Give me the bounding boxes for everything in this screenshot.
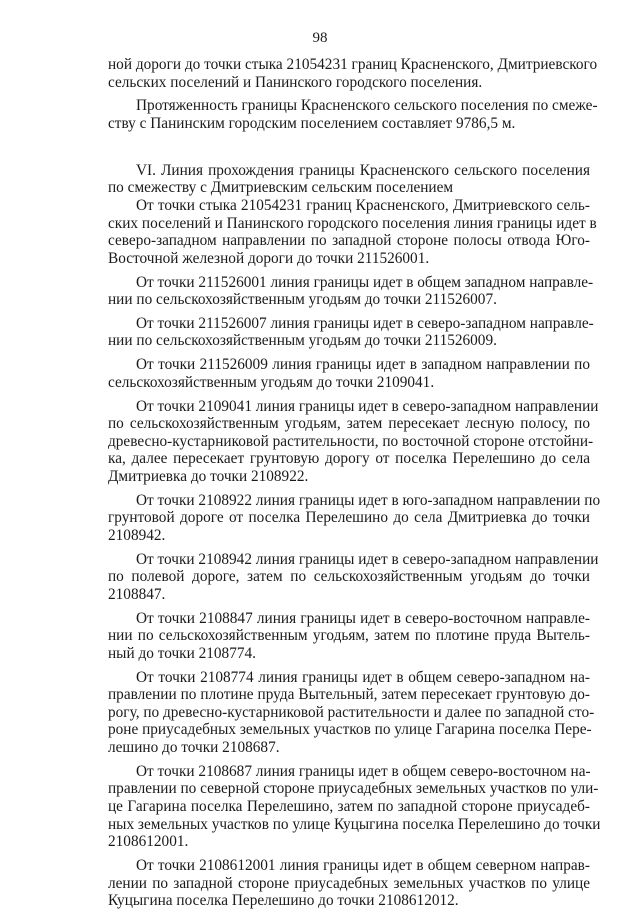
text-line: правлении по плотине пруда Вытельный, затем пересекает грунтовую до- <box>108 686 590 704</box>
text-line: древесно-кустарниковой растительности, по восточной стороне отстойни- <box>108 432 594 450</box>
page-number: 98 <box>312 30 328 46</box>
text-line: Дмитриевка до точки 2108922. <box>108 468 309 485</box>
paragraph <box>108 196 597 267</box>
text-line: VI. Линия прохождения границы Красненского сельского поселения <box>136 161 590 179</box>
text-line: 2108847. <box>108 585 166 603</box>
paragraph <box>108 314 594 350</box>
text-line: ству с Панинским городским поселением составляет 9786,5 м. <box>108 114 516 132</box>
text-line: 2108612001. <box>108 833 189 851</box>
text-line: по полевой дороге, затем по сельскохозяйственным угодьям до точки <box>108 568 590 586</box>
text-line: От точки 2108942 линия границы идет в северо-западном направлении <box>136 550 599 568</box>
paragraph <box>108 550 599 604</box>
text-line: лешино до точки 2108687. <box>108 739 280 757</box>
paragraph <box>108 668 595 757</box>
text-line: От точки стыка 21054231 границ Красненского, Дмитриевского сель- <box>136 196 590 214</box>
section-heading <box>108 162 590 197</box>
text-line: От точки 2108847 линия границы идет в северо-восточном направле- <box>136 609 590 627</box>
document-body <box>108 56 601 916</box>
text-line: нии по сельскохозяйственным угодьям, затем по плотине пруда Вытель- <box>108 627 590 645</box>
text-line: От точки 2108922 линия границы идет в юго-западном направлении по <box>136 491 601 509</box>
paragraph <box>108 491 601 545</box>
paragraph <box>108 857 590 910</box>
section-gap <box>108 139 590 162</box>
text-line: ских поселений и Панинского городского поселения линия границы идет в <box>108 214 597 232</box>
paragraph <box>108 610 590 663</box>
text-line: От точки 2108774 линия границы идет в общем северо-западном на- <box>136 668 590 686</box>
text-line: правлении по северной стороне приусадебных земельных участков по ули- <box>108 780 599 798</box>
text-line: Восточной железной дороги до точки 211526001. <box>108 249 430 267</box>
text-line: северо-западном направлении по западной стороне полосы отвода Юго- <box>108 232 590 250</box>
paragraph <box>108 762 601 851</box>
text-line: по сельскохозяйственным угодьям, затем пересекает лесную полосу, по <box>108 415 590 433</box>
text-line: це Гагарина поселка Перелешино, затем по западной стороне приусадеб- <box>108 798 590 816</box>
text-line: по смежеству с Дмитриевским сельским поселением <box>108 179 454 197</box>
paragraph <box>108 97 598 132</box>
text-line: ной дороги до точки стыка 21054231 границ Красненского, Дмитриевского <box>108 56 598 73</box>
paragraph <box>108 273 594 309</box>
text-line: нии по сельскохозяйственным угодьям до точки 211526007. <box>108 291 497 309</box>
text-line: 2108942. <box>108 526 166 544</box>
text-line: От точки 211526007 линия границы идет в северо-западном направле- <box>136 314 594 332</box>
text-line: От точки 2109041 линия границы идет в северо-западном направлении <box>136 397 599 415</box>
text-line: Куцыгина поселка Перелешино до точки 2108612012. <box>108 892 459 910</box>
text-line: сельских поселений и Панинского городского поселения. <box>108 73 483 91</box>
text-line: ный до точки 2108774. <box>108 644 256 662</box>
text-line: От точки 2108687 линия границы идет в общем северо-восточном на- <box>136 762 591 780</box>
text-line: Протяженность границы Красненского сельского поселения по смеже- <box>136 97 598 115</box>
text-line: роне приусадебных земельных участков по улице Гагарина поселка Пере- <box>108 721 592 739</box>
text-line: ка, далее пересекает грунтовую дорогу от поселка Перелешино до села <box>108 450 590 468</box>
text-line: От точки 211526009 линия границы идет в западном направлении по <box>136 356 590 374</box>
text-line: рогу, по древесно-кустарниковой растительности и далее по западной сто- <box>108 703 595 721</box>
paragraph <box>108 397 599 486</box>
paragraph <box>108 356 590 391</box>
text-line: От точки 211526001 линия границы идет в общем западном направле- <box>136 273 594 291</box>
text-line: сельскохозяйственным угодьям до точки 2109041. <box>108 373 435 391</box>
text-line: От точки 2108612001 линия границы идет в общем северном направ- <box>136 857 590 874</box>
text-line: грунтовой дороге от поселка Перелешино до села Дмитриевка до точки <box>108 509 590 527</box>
text-line: нии по сельскохозяйственным угодьям до точки 211526009. <box>108 332 497 350</box>
paragraph <box>108 56 598 91</box>
text-line: ных земельных участков по улице Куцыгина поселка Перелешино до точки <box>108 815 601 833</box>
text-line: лении по западной стороне приусадебных земельных участков по улице <box>108 874 590 892</box>
